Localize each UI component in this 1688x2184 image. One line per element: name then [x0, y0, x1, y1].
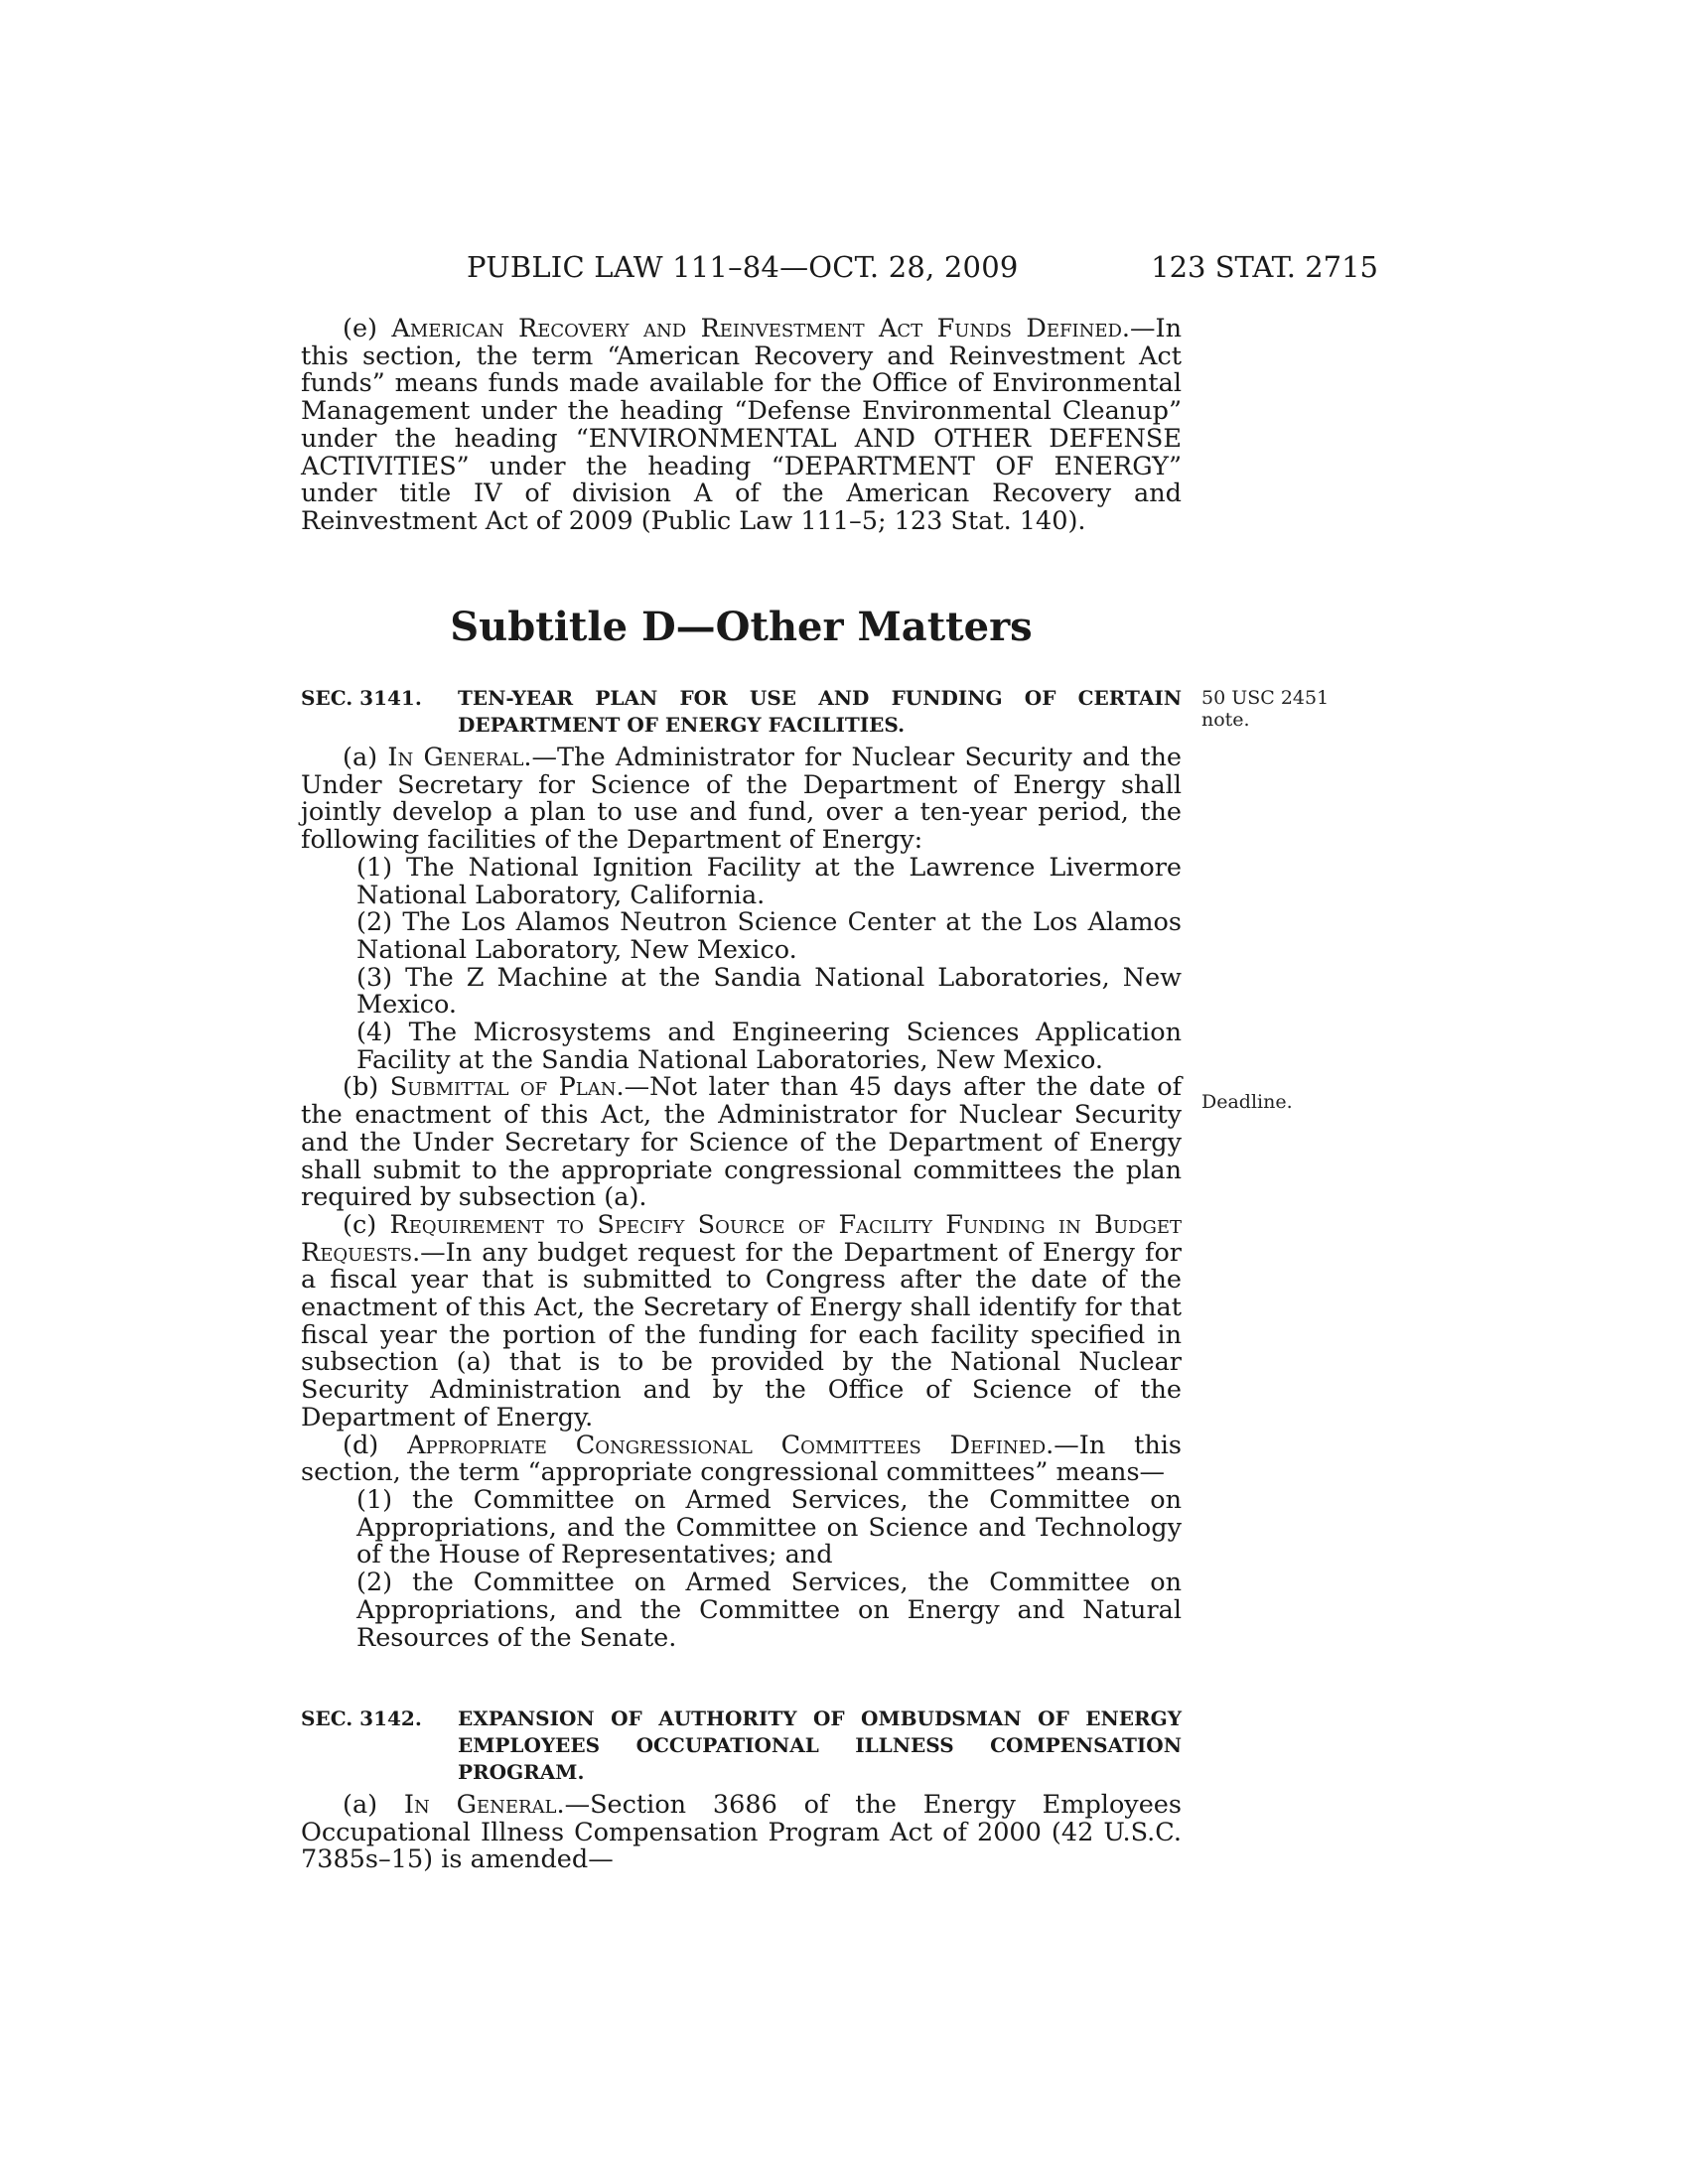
subsection-c: (c) Requirement to Specify Source of Facility Funding in Budget Requests.—In any budget request for the Department of Energy for a fiscal year that is submitted to Congress after the date of the enactment of this Act, the Secretary of Energy shall identify for that fiscal year the portion of the funding for each facility specified in subsection (a) that is to be provided by the National Nuclear Security Administration and by the Office of Science of the Department of Energy. [301, 1209, 1182, 1433]
subsection-b: (b) Submittal of Plan.—Not later than 45 days after the date of the enactment of this Act, the Administrator for Nuclear Security and the Under Secretary for Science of the Department of Energy shall submit to the appropriate congressional committees the plan required by subsection (a). [301, 1072, 1183, 1213]
section-e-block [301, 316, 1182, 536]
list-item: (3) The Z Machine at the Sandia National Laboratories, New Mexico. [356, 962, 1182, 1021]
section-3142-body [301, 1792, 1182, 1874]
subsection-d: (d) Appropriate Congressional Committees Defined.—In this section, the term “appropriate congressional committees” means— [301, 1430, 1183, 1488]
subtitle-heading: Subtitle D—Other Matters [450, 604, 1033, 650]
margin-note-usc: 50 USC 2451 note. [1201, 687, 1330, 731]
list-item: (2) the Committee on Armed Services, the Committee on Appropriations, and the Committee on Energy and Natural Resources of the Senate. [356, 1568, 1182, 1653]
section-3142-heading [301, 1706, 1182, 1786]
list-item: (2) The Los Alamos Neutron Science Center at the Los Alamos National Laboratory, New Mexico. [356, 907, 1182, 965]
page-header [298, 250, 1378, 290]
section-number: SEC. 3142. [301, 1706, 422, 1730]
section-3141-heading [301, 685, 1182, 739]
margin-note-deadline: Deadline. [1201, 1091, 1293, 1113]
statute-page-number: 123 STAT. 2715 [1151, 250, 1378, 284]
subsection-a: (a) In General.—Section 3686 of the Energy Employees Occupational Illness Compensation Program Act of 2000 (42 U.S.C. 7385s–15) is amended— [301, 1790, 1182, 1875]
paragraph-heading: American Recovery and Reinvestment Act Funds Defined [391, 314, 1122, 343]
section-3141-body [301, 745, 1182, 1652]
running-head: PUBLIC LAW 111–84—OCT. 28, 2009 [467, 250, 1019, 284]
section-title: EXPANSION OF AUTHORITY OF OMBUDSMAN OF ENERGY EMPLOYEES OCCUPATIONAL ILLNESS COMPENSATION PROGRAM. [458, 1706, 1182, 1784]
list-item: (1) the Committee on Armed Services, the Committee on Appropriations, and the Committee on Science and Technology of the House of Representatives; and [356, 1484, 1182, 1570]
list-item: (4) The Microsystems and Engineering Sciences Application Facility at the Sandia National Laboratories, New Mexico. [356, 1018, 1182, 1075]
paragraph-e: (e) American Recovery and Reinvestment Act Funds Defined.—In this section, the term “American Recovery and Reinvestment Act funds” means funds made available for the Office of Environmental Management under the heading “Defense Environmental Cleanup” under the heading “ENVIRONMENTAL AND OTHER DEFENSE ACTIVITIES” under the heading “DEPARTMENT OF ENERGY” under title IV of division A of the American Recovery and Reinvestment Act of 2009 (Public Law 111–5; 123 Stat. 140). [301, 314, 1182, 536]
list-item: (1) The National Ignition Facility at the Lawrence Livermore National Laboratory, California. [356, 852, 1182, 910]
section-number: SEC. 3141. [301, 686, 422, 710]
section-title: TEN-YEAR PLAN FOR USE AND FUNDING OF CERTAIN DEPARTMENT OF ENERGY FACILITIES. [458, 686, 1182, 737]
subsection-a: (a) In General.—The Administrator for Nuclear Security and the Under Secretary for Science of the Department of Energy shall jointly develop a plan to use and fund, over a ten-year period, the following facilities of the Department of Energy: [301, 743, 1182, 856]
